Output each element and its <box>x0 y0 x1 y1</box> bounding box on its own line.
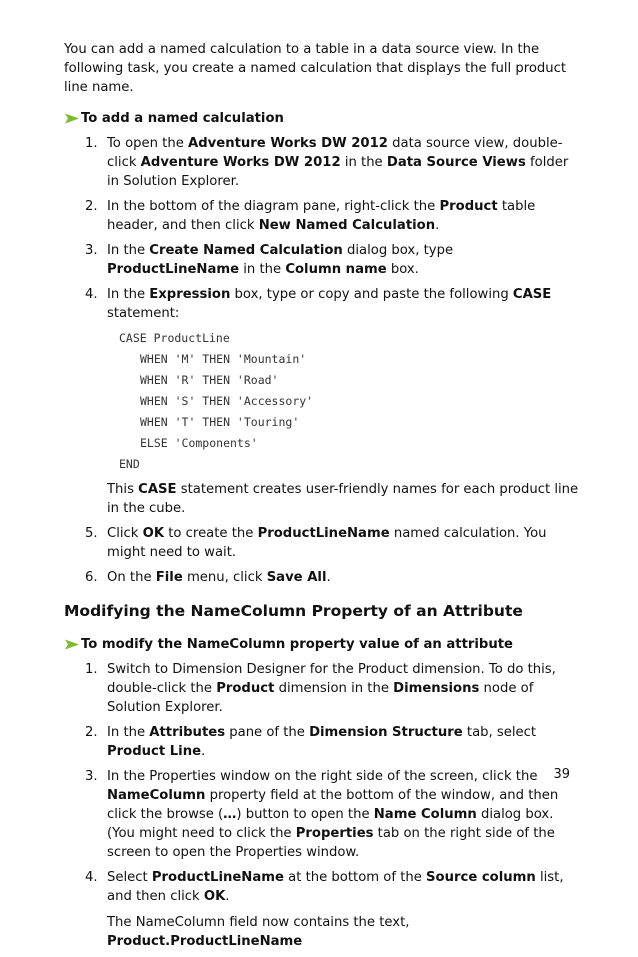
step-item <box>64 285 584 518</box>
step-number: 4. <box>85 870 98 885</box>
step-item <box>64 868 584 951</box>
step-item <box>64 241 584 279</box>
step-number: 1. <box>85 662 98 677</box>
step-number: 3. <box>85 769 98 784</box>
step-text: Switch to Dimension Designer for the Product dimension. To do this, double-click the Product dimension in the Dimensions node of Solution Explorer. <box>107 662 556 715</box>
code-line: WHEN 'T' THEN 'Touring' <box>140 415 300 429</box>
code-line: END <box>119 457 140 471</box>
step-number: 2. <box>85 725 98 740</box>
procedure-steps-2 <box>64 660 584 951</box>
step-item <box>64 660 584 717</box>
code-block <box>119 328 584 475</box>
procedure-arrow-icon <box>64 113 80 124</box>
section-heading: Modifying the NameColumn Property of an Attribute <box>64 602 523 620</box>
step-text: To open the Adventure Works DW 2012 data source view, double-click Adventure Works DW 2012 in the Data Source Views folder in Solution Explorer. <box>107 136 569 189</box>
code-line: WHEN 'R' THEN 'Road' <box>140 373 279 387</box>
step-number: 2. <box>85 199 98 214</box>
procedure-steps-1 <box>64 134 584 587</box>
step-item <box>64 568 584 587</box>
step-text: In the Properties window on the right side of the screen, click the NameColumn property field at the bottom of the window, and then click the browse (…) button to open the Name Column dialog box. (You might need to click the Properties tab on the right side of the screen to open the Properties window. <box>107 769 559 860</box>
step-number: 4. <box>85 287 98 302</box>
step-text: In the Attributes pane of the Dimension Structure tab, select Product Line. <box>107 725 537 759</box>
code-line: WHEN 'S' THEN 'Accessory' <box>140 394 314 408</box>
page-number: 39 <box>553 767 570 782</box>
step-number: 1. <box>85 136 98 151</box>
step-text: Click OK to create the ProductLineName named calculation. You might need to wait. <box>107 526 547 560</box>
step-text: On the File menu, click Save All. <box>107 570 331 585</box>
step-number: 6. <box>85 570 98 585</box>
procedure-heading-add-named-calculation <box>64 109 584 128</box>
step-text: In the Expression box, type or copy and paste the following CASE statement: <box>107 287 552 321</box>
step-item <box>64 524 584 562</box>
intro-paragraph: You can add a named calculation to a table in a data source view. In the following task, you create a named calculation that displays the full product line name. <box>64 42 567 95</box>
step-text: In the bottom of the diagram pane, right-click the Product table header, and then click New Named Calculation. <box>107 199 536 233</box>
procedure-arrow-icon <box>64 639 80 650</box>
step-item <box>64 723 584 761</box>
step-note: This CASE statement creates user-friendly names for each product line in the cube. <box>107 482 579 516</box>
step-item <box>64 134 584 191</box>
document-page <box>64 40 584 957</box>
step-number: 5. <box>85 526 98 541</box>
step-number: 3. <box>85 243 98 258</box>
step-note: The NameColumn field now contains the text, Product.ProductLineName <box>107 915 410 949</box>
step-text: In the Create Named Calculation dialog box, type ProductLineName in the Column name box. <box>107 243 454 277</box>
procedure-heading-modify-namecolumn <box>64 635 584 654</box>
procedure-title: To add a named calculation <box>81 111 284 126</box>
step-item <box>64 767 584 862</box>
code-line: CASE ProductLine <box>119 331 230 345</box>
procedure-title: To modify the NameColumn property value of an attribute <box>81 637 513 652</box>
code-line: WHEN 'M' THEN 'Mountain' <box>140 352 307 366</box>
step-item <box>64 197 584 235</box>
step-text: Select ProductLineName at the bottom of the Source column list, and then click OK. <box>107 870 564 904</box>
code-line: ELSE 'Components' <box>140 436 258 450</box>
